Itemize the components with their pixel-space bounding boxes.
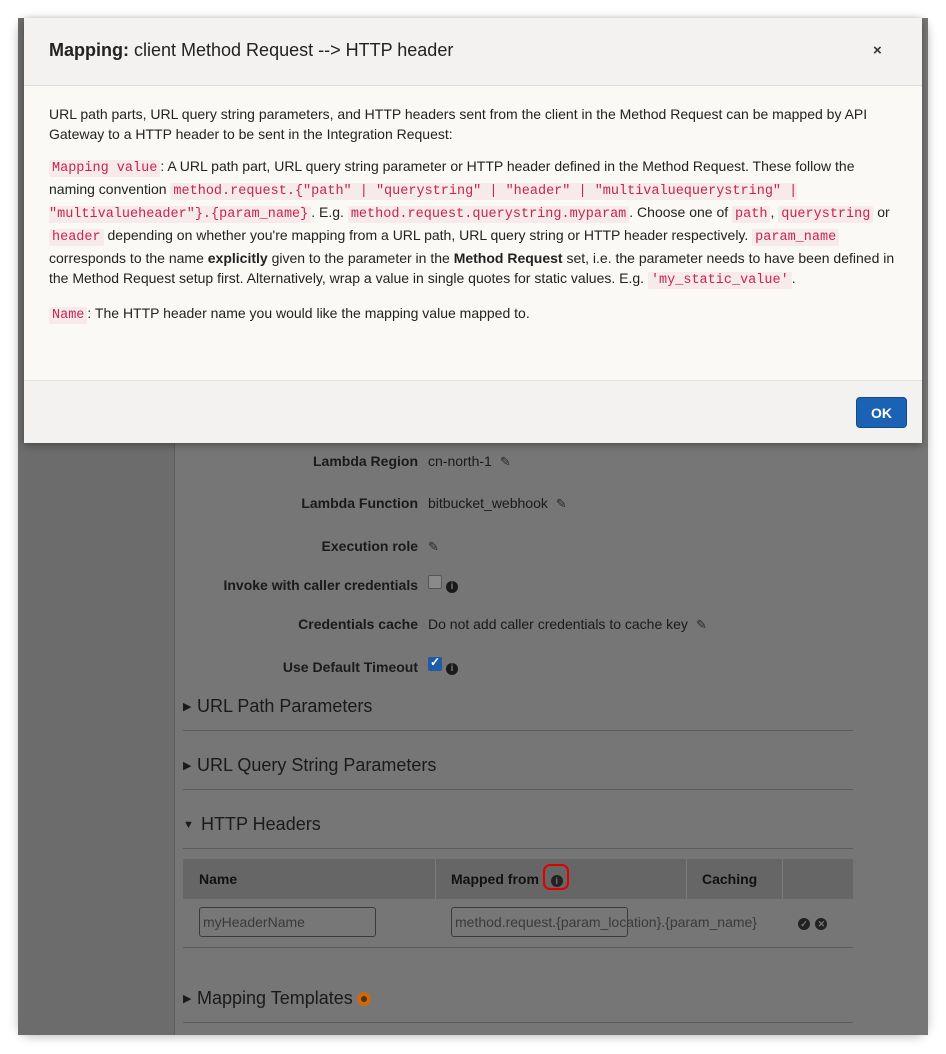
section-url-query-string-parameters[interactable] bbox=[183, 755, 853, 776]
row-actions bbox=[798, 914, 827, 932]
divider bbox=[183, 1022, 853, 1023]
code-querystring: querystring bbox=[778, 206, 873, 223]
lambda-function-value bbox=[428, 495, 567, 512]
caret-right-icon: ▶ bbox=[183, 701, 192, 713]
cancel-icon[interactable]: ✕ bbox=[815, 918, 827, 930]
default-timeout-checkbox[interactable] bbox=[428, 657, 442, 671]
code-static-value: 'my_static_value' bbox=[648, 272, 792, 289]
edit-pencil-icon[interactable]: ✎ bbox=[499, 454, 511, 469]
http-headers-table-header bbox=[183, 859, 853, 899]
text: , bbox=[770, 204, 779, 220]
code-example: method.request.querystring.myparam bbox=[348, 206, 629, 223]
caret-right-icon: ▶ bbox=[183, 993, 192, 1005]
invoke-credentials-control bbox=[428, 575, 458, 593]
confirm-icon[interactable]: ✓ bbox=[798, 918, 810, 930]
caret-down-icon: ▼ bbox=[183, 819, 194, 831]
credentials-cache-value bbox=[428, 616, 707, 633]
info-icon[interactable]: i bbox=[446, 663, 458, 675]
section-title: Mapping Templates bbox=[197, 988, 353, 1008]
text: . Choose one of bbox=[629, 204, 733, 220]
section-title: HTTP Headers bbox=[201, 814, 321, 834]
text: or bbox=[873, 204, 890, 220]
intro-paragraph: URL path parts, URL query string parameters, and HTTP headers sent from the client in the Method Request can be mapped by API Gateway to a HTTP header to be sent in the Integration Request: bbox=[49, 106, 868, 142]
warning-dot-icon bbox=[357, 992, 371, 1006]
edit-pencil-icon[interactable]: ✎ bbox=[428, 539, 439, 554]
section-title: URL Path Parameters bbox=[197, 696, 373, 716]
lambda-region-value bbox=[428, 453, 511, 470]
code-name: Name bbox=[49, 307, 87, 324]
modal-title-bold: Mapping: bbox=[49, 40, 129, 60]
lambda-region-text: cn-north-1 bbox=[428, 453, 492, 469]
execution-role-value bbox=[428, 538, 439, 555]
execution-role-label: Execution role bbox=[321, 538, 418, 554]
bold-text: Method Request bbox=[453, 250, 563, 266]
text: . E.g. bbox=[311, 204, 348, 220]
section-http-headers[interactable] bbox=[183, 814, 853, 835]
column-header-name: Name bbox=[199, 871, 238, 887]
close-icon[interactable]: × bbox=[873, 42, 882, 59]
divider bbox=[183, 730, 853, 731]
code-param-name: param_name bbox=[752, 229, 839, 246]
text: depending on whether you're mapping from a URL path, URL query string or HTTP header respectively. bbox=[103, 227, 753, 243]
ok-button[interactable]: OK bbox=[856, 397, 907, 428]
divider bbox=[183, 789, 853, 790]
section-url-path-parameters[interactable] bbox=[183, 696, 853, 717]
invoke-credentials-checkbox[interactable] bbox=[428, 575, 442, 589]
column-header-caching: Caching bbox=[702, 871, 758, 887]
column-divider bbox=[435, 859, 436, 899]
header-name-input[interactable]: myHeaderName bbox=[199, 907, 376, 937]
bold-text: explicitly bbox=[207, 250, 268, 266]
divider bbox=[183, 947, 853, 948]
invoke-credentials-label: Invoke with caller credentials bbox=[223, 577, 418, 593]
name-paragraph bbox=[49, 303, 901, 326]
mapped-from-input[interactable]: method.request.{param_location}.{param_name} bbox=[451, 907, 628, 937]
caret-right-icon: ▶ bbox=[183, 760, 192, 772]
text: : A URL path part, URL query string parameter or HTTP header defined in the Method Request. These follow the naming convention bbox=[49, 158, 855, 197]
modal-header bbox=[24, 18, 922, 86]
lambda-function-label: Lambda Function bbox=[301, 495, 418, 511]
section-title: URL Query String Parameters bbox=[197, 755, 437, 775]
info-icon[interactable]: i bbox=[446, 581, 458, 593]
code-header: header bbox=[49, 229, 104, 246]
column-header-label: Mapped from bbox=[451, 871, 539, 887]
modal-body bbox=[49, 104, 901, 338]
text: given to the parameter in the bbox=[267, 250, 454, 266]
lambda-function-text: bitbucket_webhook bbox=[428, 495, 548, 511]
info-icon[interactable]: i bbox=[551, 875, 563, 887]
section-mapping-templates[interactable] bbox=[183, 988, 853, 1009]
modal-footer bbox=[24, 380, 922, 443]
edit-pencil-icon[interactable]: ✎ bbox=[555, 496, 567, 511]
text: : The HTTP header name you would like the mapping value mapped to. bbox=[87, 305, 530, 321]
modal-title bbox=[49, 40, 453, 61]
mapping-help-modal bbox=[24, 18, 922, 442]
highlight-ring bbox=[543, 864, 569, 890]
default-timeout-label: Use Default Timeout bbox=[282, 659, 418, 675]
code-path: path bbox=[732, 206, 770, 223]
column-divider bbox=[782, 859, 783, 899]
text: corresponds to the name bbox=[49, 250, 208, 266]
code-mapping-value: Mapping value bbox=[49, 160, 160, 177]
edit-pencil-icon[interactable]: ✎ bbox=[695, 617, 707, 632]
browser-window bbox=[18, 18, 928, 1035]
divider bbox=[183, 848, 853, 849]
mapping-value-paragraph bbox=[49, 156, 901, 291]
code-naming-convention: method.request.{"path" | "querystring" | "header" | "multivaluequerystring" | "multivalueheader"}.{param_name} bbox=[49, 184, 798, 222]
default-timeout-control bbox=[428, 657, 458, 675]
column-divider bbox=[686, 859, 687, 899]
modal-title-text: client Method Request --> HTTP header bbox=[134, 40, 454, 60]
text: set, i.e. the parameter needs to have been defined in the Method Request setup first. Alternatively, wrap a value in single quotes for static values. E.g. bbox=[49, 250, 895, 286]
lambda-region-label: Lambda Region bbox=[312, 453, 418, 469]
credentials-cache-text: Do not add caller credentials to cache key bbox=[428, 616, 688, 632]
text: . bbox=[791, 270, 796, 286]
credentials-cache-label: Credentials cache bbox=[298, 616, 418, 632]
